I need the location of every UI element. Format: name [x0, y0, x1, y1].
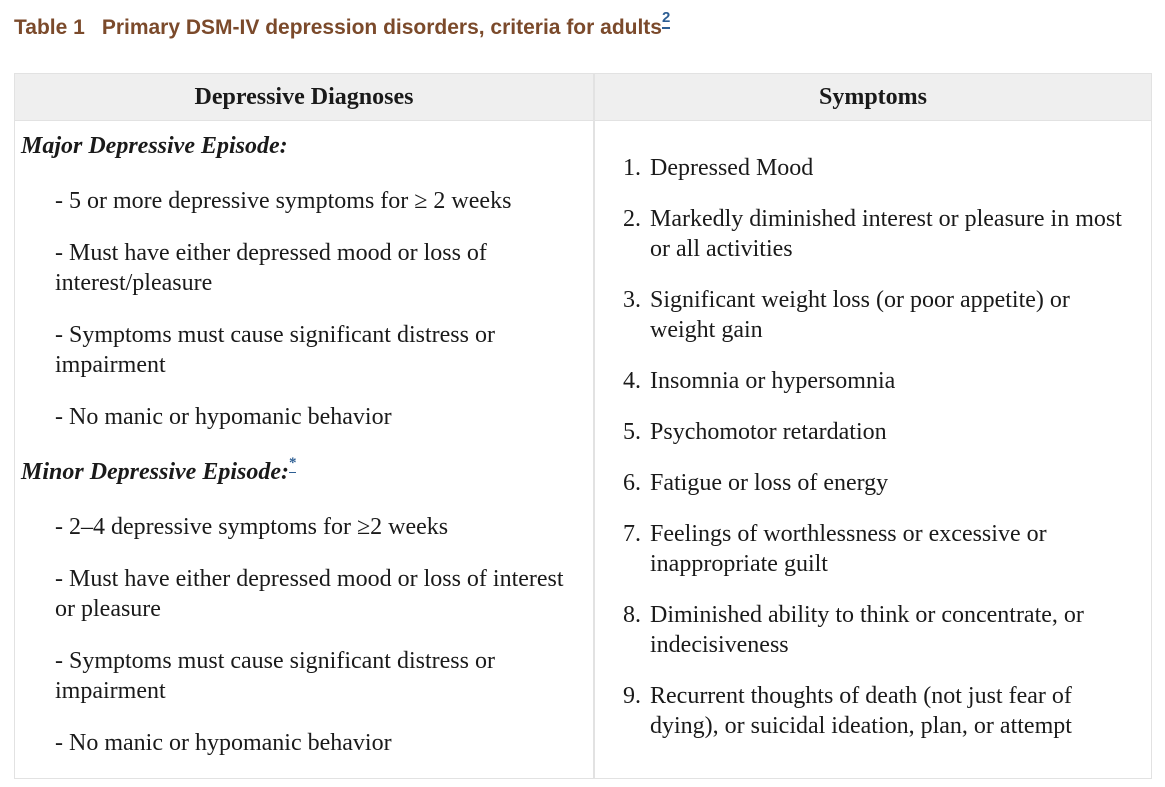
dsm-criteria-table [14, 73, 1152, 779]
symptom-item [623, 204, 1145, 264]
symptom-line: dying), or suicidal ideation, plan, or attempt [650, 713, 1072, 739]
table-header-row [15, 74, 1151, 121]
symptom-text [650, 519, 1145, 579]
criterion-item [55, 238, 589, 298]
table-body-row [15, 121, 1151, 778]
criterion-line: - Must have either depressed mood or loss of interest [55, 566, 564, 592]
criterion-line: - 5 or more depressive symptoms for ≥ 2 weeks [55, 188, 512, 214]
symptom-item [623, 519, 1145, 579]
symptom-line: Diminished ability to think or concentrate, or [650, 602, 1084, 628]
criterion-line: impairment [55, 678, 166, 704]
table-caption-text: Primary DSM-IV depression disorders, criteria for adults [101, 16, 662, 39]
symptom-number: 5. [623, 419, 641, 445]
column-header-diagnoses: Depressive Diagnoses [15, 74, 595, 120]
criterion-item [55, 512, 589, 542]
symptom-line: Depressed Mood [650, 155, 814, 181]
diagnosis-heading-text: Minor Depressive Episode: [21, 459, 289, 485]
symptom-number: 7. [623, 521, 641, 547]
symptom-text [650, 600, 1145, 660]
table-caption [0, 0, 1165, 42]
symptom-line: Psychomotor retardation [650, 419, 887, 445]
criterion-line: - Symptoms must cause significant distress or [55, 648, 495, 674]
criterion-item [55, 564, 589, 624]
symptom-line: or all activities [650, 236, 793, 262]
symptom-number: 9. [623, 683, 641, 709]
criterion-line: - Symptoms must cause significant distress or [55, 322, 495, 348]
symptom-line: Recurrent thoughts of death (not just fear of [650, 683, 1072, 709]
criterion-item [55, 320, 589, 380]
symptom-item [623, 366, 1145, 396]
footnote-2-link[interactable]: 2 [662, 10, 670, 29]
symptom-item [623, 417, 1145, 447]
symptom-item [623, 468, 1145, 498]
symptom-number: 4. [623, 368, 641, 394]
symptom-line: Significant weight loss (or poor appetite) or [650, 287, 1070, 313]
symptom-text [650, 366, 1145, 396]
symptom-text [650, 681, 1145, 741]
symptom-text [650, 285, 1145, 345]
symptom-item [623, 681, 1145, 741]
symptom-text [650, 204, 1145, 264]
symptom-line: Fatigue or loss of energy [650, 470, 889, 496]
symptom-number: 3. [623, 287, 641, 313]
column-header-symptoms: Symptoms [818, 84, 927, 110]
table-label: Table 1 [14, 16, 85, 39]
symptom-text [650, 468, 1145, 498]
diagnosis-heading-text: Major Depressive Episode: [21, 133, 288, 159]
symptom-number: 2. [623, 206, 641, 232]
symptom-number: 1. [623, 155, 641, 181]
symptom-text [650, 153, 1145, 183]
criterion-item [55, 402, 589, 432]
symptom-line: weight gain [650, 317, 763, 343]
criterion-line: or pleasure [55, 596, 161, 622]
criterion-line: - 2–4 depressive symptoms for ≥2 weeks [55, 514, 449, 540]
criterion-line: - Must have either depressed mood or loss of [55, 240, 487, 266]
criterion-item [55, 186, 589, 216]
symptoms-cell [595, 121, 1151, 778]
symptom-line: Insomnia or hypersomnia [650, 368, 896, 394]
criterion-item [55, 728, 589, 758]
criterion-line: - No manic or hypomanic behavior [55, 404, 392, 430]
symptom-number: 6. [623, 470, 641, 496]
symptoms-list [623, 153, 1145, 741]
symptom-text [650, 417, 1145, 447]
symptom-line: Feelings of worthlessness or excessive or [650, 521, 1047, 547]
diagnoses-cell [15, 121, 595, 778]
symptom-item [623, 600, 1145, 660]
symptom-line: inappropriate guilt [650, 551, 828, 577]
diagnosis-heading [21, 457, 589, 487]
symptom-number: 8. [623, 602, 641, 628]
criterion-line: impairment [55, 352, 166, 378]
criterion-line: - No manic or hypomanic behavior [55, 730, 392, 756]
criterion-line: interest/pleasure [55, 270, 213, 296]
symptom-item [623, 153, 1145, 183]
footnote-asterisk-link[interactable]: * [288, 455, 297, 471]
diagnosis-heading [21, 131, 589, 161]
criterion-item [55, 646, 589, 706]
symptom-item [623, 285, 1145, 345]
symptom-line: Markedly diminished interest or pleasure in most [650, 206, 1122, 232]
symptom-line: indecisiveness [650, 632, 789, 658]
